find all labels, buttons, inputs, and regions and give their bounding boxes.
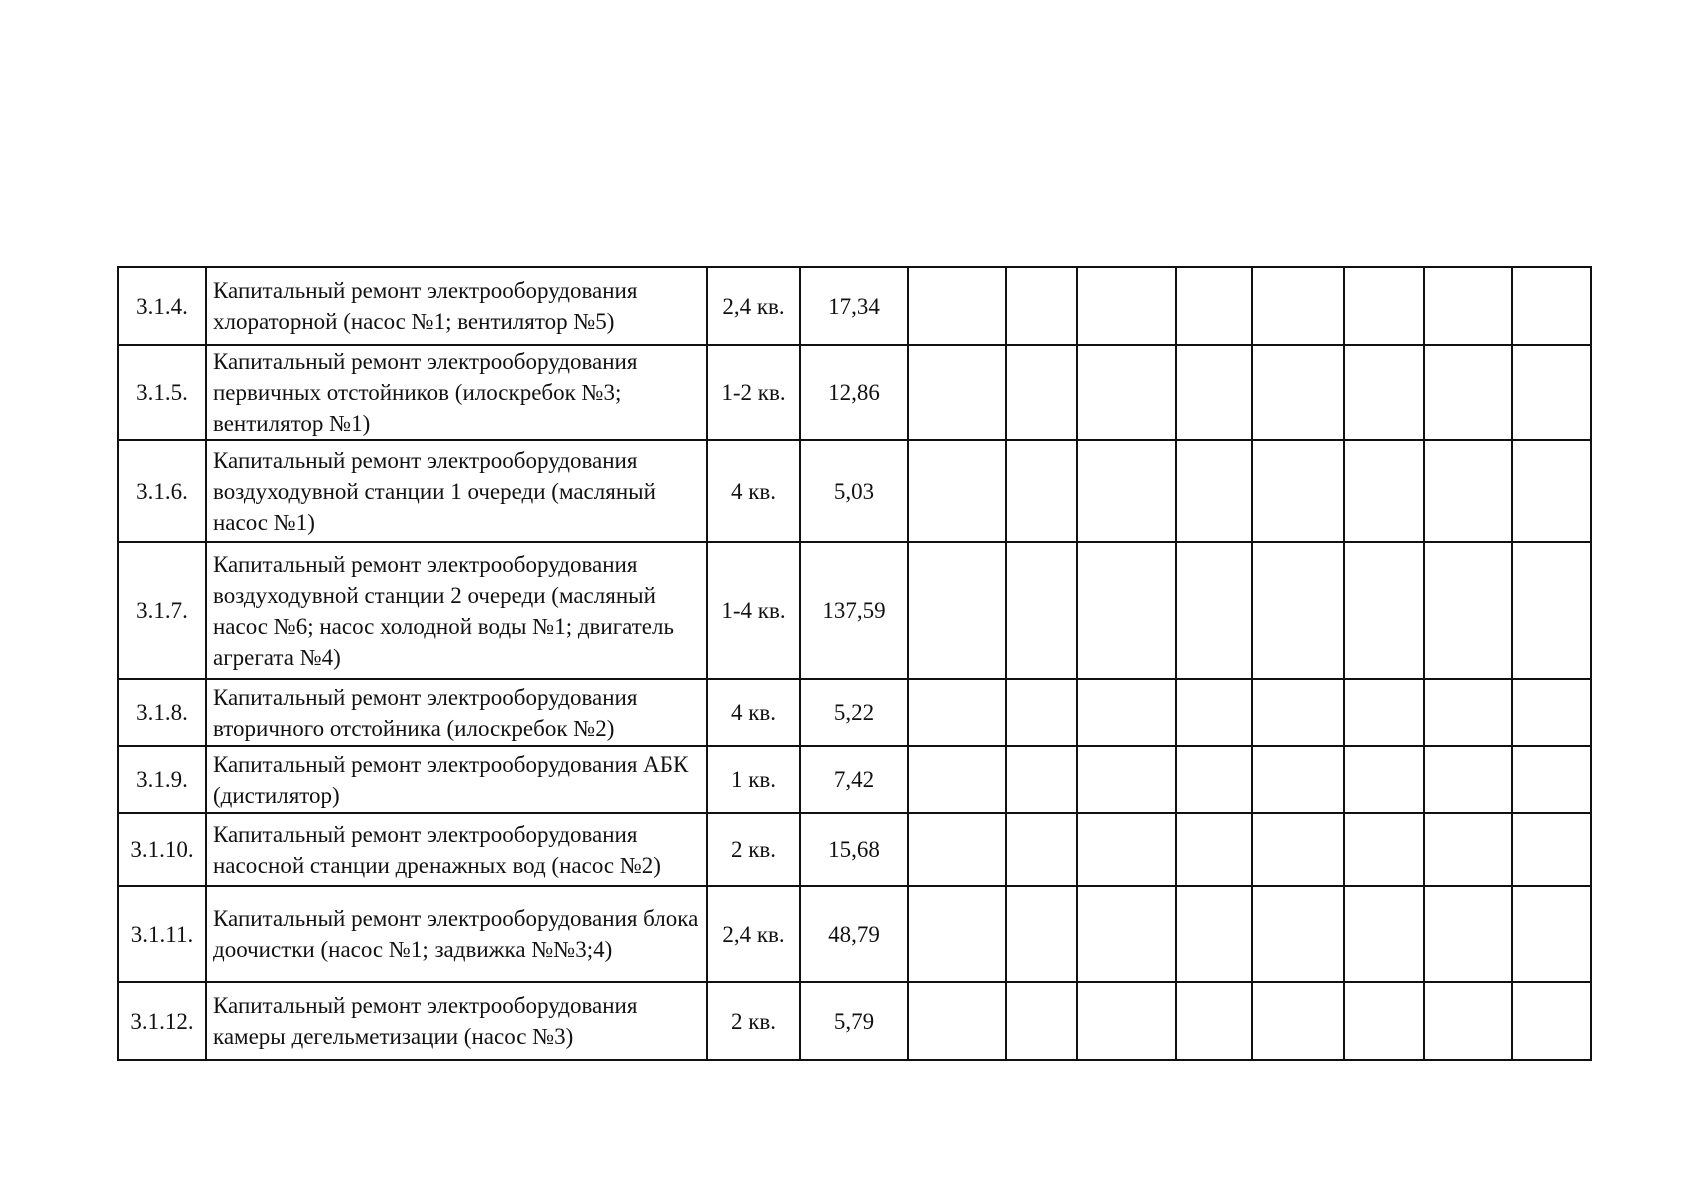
empty-cell: [1176, 440, 1252, 542]
cost-cell: 15,68: [800, 813, 908, 886]
term-cell: 1 кв.: [707, 746, 800, 813]
table-row: [118, 542, 1591, 679]
empty-cell: [1176, 746, 1252, 813]
empty-cell: [1344, 267, 1424, 345]
empty-cell: [1344, 440, 1424, 542]
row-number-cell: 3.1.8.: [118, 679, 206, 746]
empty-cell: [1424, 440, 1512, 542]
empty-cell: [908, 746, 1006, 813]
empty-cell: [1176, 886, 1252, 982]
term-cell: 2 кв.: [707, 813, 800, 886]
work-description-cell: Капитальный ремонт электрооборудования первичных отстойников (илоскребок №3; вентилятор №1): [206, 345, 707, 440]
empty-cell: [1512, 345, 1591, 440]
empty-cell: [1252, 886, 1344, 982]
work-description-cell: Капитальный ремонт электрооборудования АБК (дистилятор): [206, 746, 707, 813]
term-cell: 1-2 кв.: [707, 345, 800, 440]
cost-cell: 137,59: [800, 542, 908, 679]
term-cell: 4 кв.: [707, 440, 800, 542]
empty-cell: [1512, 982, 1591, 1060]
empty-cell: [1424, 982, 1512, 1060]
table-row: [118, 267, 1591, 345]
empty-cell: [1077, 982, 1176, 1060]
empty-cell: [1006, 542, 1077, 679]
empty-cell: [1252, 813, 1344, 886]
empty-cell: [1077, 440, 1176, 542]
cost-cell: 5,79: [800, 982, 908, 1060]
cost-cell: 48,79: [800, 886, 908, 982]
table-row: [118, 886, 1591, 982]
empty-cell: [908, 267, 1006, 345]
cost-cell: 7,42: [800, 746, 908, 813]
empty-cell: [1077, 813, 1176, 886]
repair-plan-table: [117, 266, 1592, 1061]
empty-cell: [1252, 267, 1344, 345]
empty-cell: [908, 982, 1006, 1060]
term-cell: 2,4 кв.: [707, 267, 800, 345]
empty-cell: [1252, 982, 1344, 1060]
empty-cell: [908, 440, 1006, 542]
empty-cell: [1176, 267, 1252, 345]
empty-cell: [1344, 542, 1424, 679]
empty-cell: [1252, 679, 1344, 746]
empty-cell: [1512, 679, 1591, 746]
empty-cell: [1006, 746, 1077, 813]
empty-cell: [1077, 679, 1176, 746]
row-number-cell: 3.1.4.: [118, 267, 206, 345]
empty-cell: [1424, 679, 1512, 746]
empty-cell: [1424, 267, 1512, 345]
row-number-cell: 3.1.7.: [118, 542, 206, 679]
row-number-cell: 3.1.9.: [118, 746, 206, 813]
cost-cell: 5,03: [800, 440, 908, 542]
empty-cell: [1006, 345, 1077, 440]
empty-cell: [1077, 267, 1176, 345]
row-number-cell: 3.1.12.: [118, 982, 206, 1060]
empty-cell: [1512, 813, 1591, 886]
empty-cell: [1252, 345, 1344, 440]
empty-cell: [1424, 542, 1512, 679]
empty-cell: [1176, 679, 1252, 746]
empty-cell: [1006, 440, 1077, 542]
empty-cell: [1006, 679, 1077, 746]
empty-cell: [1344, 746, 1424, 813]
table-row: [118, 345, 1591, 440]
table-row: [118, 440, 1591, 542]
table-row: [118, 679, 1591, 746]
cost-cell: 12,86: [800, 345, 908, 440]
empty-cell: [1424, 886, 1512, 982]
empty-cell: [1344, 679, 1424, 746]
empty-cell: [1424, 746, 1512, 813]
empty-cell: [1512, 440, 1591, 542]
empty-cell: [1176, 982, 1252, 1060]
empty-cell: [908, 886, 1006, 982]
empty-cell: [1176, 813, 1252, 886]
empty-cell: [1512, 267, 1591, 345]
term-cell: 2,4 кв.: [707, 886, 800, 982]
work-description-cell: Капитальный ремонт электрооборудования насосной станции дренажных вод (насос №2): [206, 813, 707, 886]
empty-cell: [1344, 813, 1424, 886]
row-number-cell: 3.1.5.: [118, 345, 206, 440]
empty-cell: [1077, 886, 1176, 982]
row-number-cell: 3.1.6.: [118, 440, 206, 542]
empty-cell: [1176, 542, 1252, 679]
empty-cell: [1512, 542, 1591, 679]
empty-cell: [1424, 345, 1512, 440]
empty-cell: [1077, 746, 1176, 813]
empty-cell: [1344, 345, 1424, 440]
term-cell: 4 кв.: [707, 679, 800, 746]
cost-cell: 17,34: [800, 267, 908, 345]
empty-cell: [908, 345, 1006, 440]
empty-cell: [1006, 813, 1077, 886]
term-cell: 2 кв.: [707, 982, 800, 1060]
row-number-cell: 3.1.11.: [118, 886, 206, 982]
empty-cell: [1176, 345, 1252, 440]
work-description-cell: Капитальный ремонт электрооборудования хлораторной (насос №1; вентилятор №5): [206, 267, 707, 345]
empty-cell: [1512, 886, 1591, 982]
empty-cell: [908, 813, 1006, 886]
empty-cell: [1344, 886, 1424, 982]
empty-cell: [1006, 982, 1077, 1060]
empty-cell: [908, 542, 1006, 679]
empty-cell: [908, 679, 1006, 746]
cost-cell: 5,22: [800, 679, 908, 746]
empty-cell: [1344, 982, 1424, 1060]
empty-cell: [1252, 542, 1344, 679]
work-description-cell: Капитальный ремонт электрооборудования воздуходувной станции 2 очереди (масляный насос №6; насос холодной воды №1; двигатель агрегата №4): [206, 542, 707, 679]
table-row: [118, 982, 1591, 1060]
empty-cell: [1006, 886, 1077, 982]
empty-cell: [1252, 440, 1344, 542]
empty-cell: [1424, 813, 1512, 886]
work-description-cell: Капитальный ремонт электрооборудования воздуходувной станции 1 очереди (масляный насос №1): [206, 440, 707, 542]
empty-cell: [1077, 542, 1176, 679]
empty-cell: [1077, 345, 1176, 440]
work-description-cell: Капитальный ремонт электрооборудования блока доочистки (насос №1; задвижка №№3;4): [206, 886, 707, 982]
table-row: [118, 813, 1591, 886]
row-number-cell: 3.1.10.: [118, 813, 206, 886]
work-description-cell: Капитальный ремонт электрооборудования вторичного отстойника (илоскребок №2): [206, 679, 707, 746]
empty-cell: [1252, 746, 1344, 813]
empty-cell: [1006, 267, 1077, 345]
table-row: [118, 746, 1591, 813]
work-description-cell: Капитальный ремонт электрооборудования камеры дегельметизации (насос №3): [206, 982, 707, 1060]
empty-cell: [1512, 746, 1591, 813]
term-cell: 1-4 кв.: [707, 542, 800, 679]
